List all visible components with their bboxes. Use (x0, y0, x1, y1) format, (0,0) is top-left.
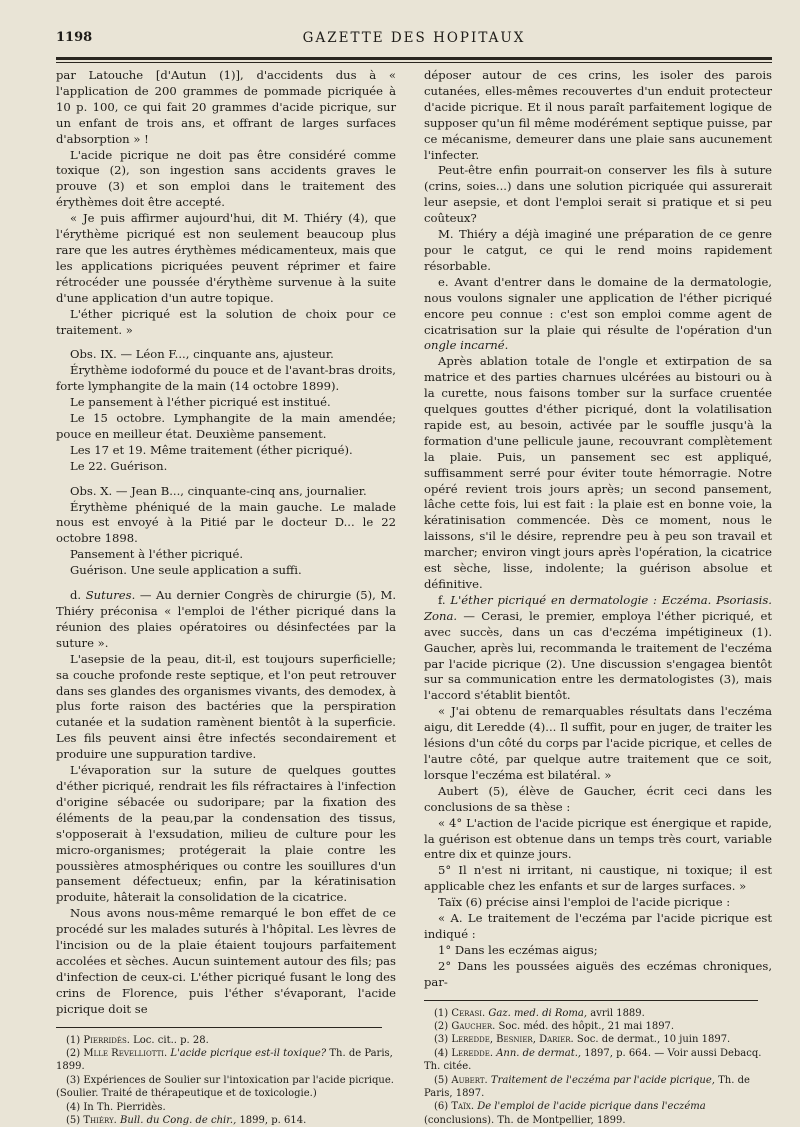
section-label: f. (438, 592, 446, 607)
paragraph: Nous avons nous-même remarqué le bon effet de ce procédé sur les malades suturés à l'hôpital. Les lèvres de l'incision ou de la plaie étaient toujours parfaitement accolées et sèches. Aucun suintement autour des fils; pas d'infection de ceux-ci. L'éther picriqué fusant le long des crins de Florence, puis l'éther s'évaporant, l'acide picrique doit se (56, 906, 396, 1016)
observation-heading: Obs. X. — Jean B..., cinquante-cinq ans, journalier. (70, 483, 367, 498)
section-label: d. (70, 588, 82, 603)
footnote-rule (56, 1027, 382, 1028)
footnote: (4) In Th. Pierridès. (66, 1101, 166, 1113)
section-text: — Au dernier Congrès de chirurgie (5), M. Thiéry préconisa « l'emploi de l'éther picriqué dans la réunion des plaies opératoires ou désinfectées par la suture ». (56, 588, 397, 650)
section-text: — Cerasi, le premier, employa l'éther picriqué, et avec succès, dans un cas d'eczéma impétigineux (1). Gaucher, après lui, recommanda le traitement de l'eczéma par l'acide picrique (2). Une discussion s'engagea bientôt sur sa communication entre les dermatologistes (3), mais l'accord s'établit bientôt. (424, 608, 772, 703)
paragraph: Après ablation totale de l'ongle et extirpation de sa matrice et des parties charnues ulcérées au bistouri ou à la curette, nous faisons tomber sur la surface cruentée quelques gouttes d'éther picriqué, dont la volatilisation rapide est, au besoin, activée par le souffle jusqu'à la formation d'une pellicule jaune, recouvrant complètement la plaie. Puis, un pansement sec est appliqué, suffisamment serré pour éviter toute hémorragie. Notre opéré revient trois jours après; un second pansement, lâche cette fois, lui est fait : la plaie est en bonne voie, la kératinisation commencée. Dès ce moment, nous le laissons, s'il le désire, reprendre peu à peu son travail et marcher; environ vingt jours après l'opération, la cicatrice est sèche, lisse, indolente; la guérison absolue et définitive. (424, 354, 772, 591)
paragraph: « A. Le traitement de l'eczéma par l'acide picrique est indiqué : (424, 911, 772, 941)
footnote: (3) Expériences de Soulier sur l'intoxication par l'acide picrique. (Soulier. Traité de thérapeutique et de toxicologie.) (56, 1074, 394, 1100)
footnote: (1) Pierridès. Loc. cit.. p. 28. (66, 1034, 209, 1046)
footnote: (4) Leredde. Ann. de dermat., 1897, p. 664. — Voir aussi Debacq. Th. citée. (424, 1047, 762, 1073)
journal-title: GAZETTE DES HOPITAUX (302, 30, 526, 46)
section-title: L'éther picriqué en dermatologie : Eczéma. Psoriasis. Zona. (424, 592, 772, 623)
footnote: (2) Mlle Revelliotti. L'acide picrique est-il toxique? Th. de Paris, 1899. (56, 1047, 393, 1073)
observation-line: Érythème iodoformé du pouce et de l'avant-bras droits, forte lymphangite de la main (14 octobre 1899). (56, 363, 396, 394)
observation-line: Pansement à l'éther picriqué. (70, 547, 244, 562)
footnotes-right (424, 1007, 772, 1127)
observation-line: Érythème phéniqué de la main gauche. Le malade nous est envoyé à la Pitié par le docteur D... le 22 octobre 1898. (56, 499, 396, 546)
observation-line: Les 17 et 19. Même traitement (éther picriqué). (70, 442, 353, 457)
paragraph: par Latouche [d'Autun (1)], d'accidents dus à « l'application de 200 grammes de pommade picriquée à 10 p. 100, ce qui fait 20 grammes d'acide picrique, sur un enfant de trois ans, et offrant de larges surfaces d'absorption » ! (56, 68, 396, 146)
footnote: (3) Leredde, Besnier, Darier. Soc. de dermat., 10 juin 1897. (434, 1034, 731, 1046)
paragraph: Peut-être enfin pourrait-on conserver les fils à suture (crins, soies...) dans une solution picriquée qui assurerait leur asepsie, et dont l'emploi serait si pratique et si peu coûteux? (424, 163, 772, 226)
observation-line: Guérison. Une seule application a suffi. (70, 563, 302, 578)
paragraph: L'éther picriqué est la solution de choix pour ce traitement. » (56, 306, 396, 337)
footnote: (1) Cerasi. Gaz. med. di Roma, avril 1889. (434, 1007, 645, 1019)
section-d-paragraph (56, 588, 396, 652)
left-column (56, 68, 396, 1127)
section-title: Sutures. (85, 588, 136, 603)
footnote: (2) Gaucher. Soc. méd. des hôpit., 21 mai 1897. (434, 1020, 675, 1032)
page-number: 1198 (56, 30, 93, 45)
paragraph: déposer autour de ces crins, les isoler des parois cutanées, elles-mêmes recouvertes d'un enduit protecteur d'acide picrique. Et il nous paraît parfaitement logique de supposer qu'un fil même modérément septique puisse, par ce mécanisme, demeurer dans une plaie sans aucunement l'infecter. (424, 68, 772, 162)
paragraph: « 4° L'action de l'acide picrique est énergique et rapide, la guérison est obtenue dans un temps très court, variable entre dix et quinze jours. (424, 815, 772, 862)
observation-line: Le pansement à l'éther picriqué est institué. (70, 395, 331, 410)
observation-heading: Obs. IX. — Léon F..., cinquante ans, ajusteur. (70, 347, 334, 362)
footnote: (5) Aubert. Traitement de l'eczéma par l'acide picrique, Th. de Paris, 1897. (424, 1074, 750, 1099)
footnote: (6) Taïx. De l'emploi de l'acide picrique dans l'eczéma (conclusions). Th. de Montpellier, 1899. (424, 1101, 706, 1126)
paragraph: Taïx (6) précise ainsi l'emploi de l'acide picrique : (438, 895, 731, 910)
paragraph: « Je puis affirmer aujourd'hui, dit M. Thiéry (4), que l'érythème picriqué est non seulement beaucoup plus rare que les autres érythèmes médicamenteux, mais que les applications picriquées peuvent réprimer et faire rétrocéder une poussée d'érythème survenue à la suite d'une application d'un autre topique. (56, 211, 396, 305)
footnote: (5) Thiéry. Bull. du Cong. de chir., 1899, p. 614. (66, 1115, 307, 1126)
header-rule-thick (56, 57, 772, 60)
observation-line: Le 15 octobre. Lymphangite de la main amendée; pouce en meilleur état. Deuxième pansement. (56, 411, 396, 441)
page-header (56, 30, 772, 50)
paragraph: M. Thiéry a déjà imaginé une préparation de ce genre pour le catgut, ce qui le rend moins rapidement résorbable. (424, 227, 772, 273)
right-column (424, 68, 772, 1127)
paragraph: 1° Dans les eczémas aigus; (438, 942, 598, 957)
footnotes-left (56, 1034, 396, 1127)
paragraph: 5° Il n'est ni irritant, ni caustique, ni toxique; il est applicable chez les enfants et sur de larges surfaces. » (424, 863, 772, 894)
paragraph: L'asepsie de la peau, dit-il, est toujours superficielle; sa couche profonde reste septique, et l'on peut retrouver dans ses glandes des organismes vivants, des demodex, à plus forte raison des bactéries que la perspiration cutanée et la sudation ramènent bientôt à la superficie. Les fils peuvent ainsi être infectés secondairement et produire une suppuration tardive. (56, 651, 396, 762)
footnote-rule (424, 1000, 758, 1001)
section-f-paragraph (424, 593, 772, 704)
paragraph: L'acide picrique ne doit pas être considéré comme toxique (2), son ingestion sans accidents graves le prouve (3) et son emploi dans le traitement des érythèmes doit être accepté. (56, 147, 396, 210)
header-rule-thin (56, 62, 772, 63)
paragraph: « J'ai obtenu de remarquables résultats dans l'eczéma aigu, dit Leredde (4)... Il suffit, pour en juger, de traiter les lésions d'un côté du corps par l'acide picrique, et celles de l'autre côté, par quelque autre traitement que ce soit, lorsque l'eczéma est bilatéral. » (424, 704, 772, 782)
paragraph: 2° Dans les poussées aiguës des eczémas chroniques, par- (424, 958, 772, 989)
paragraph: Aubert (5), élève de Gaucher, écrit ceci dans les conclusions de sa thèse : (424, 783, 772, 814)
paragraph: L'évaporation sur la suture de quelques gouttes d'éther picriqué, rendrait les fils réfractaires à l'infection d'origine sébacée ou sudoripare; par la fixation des éléments de la peau,par la condensation des tissus, s'opposerait à l'exsudation, milieu de culture pour les micro-organismes; protégerait la plaie contre les poussières atmosphériques ou contre les souillures d'un pansement défectueux; enfin, par la kératinisation produite, hâterait la consolidation de la cicatrice. (56, 763, 396, 905)
section-e-paragraph: e. Avant d'entrer dans le domaine de la dermatologie, nous voulons signaler une application de l'éther picriqué encore peu connue : c'est son emploi comme agent de cicatrisation sur la plaie qui résulte de l'opération d'un ongle incarné. (424, 274, 772, 353)
observation-line: Le 22. Guérison. (70, 458, 168, 473)
